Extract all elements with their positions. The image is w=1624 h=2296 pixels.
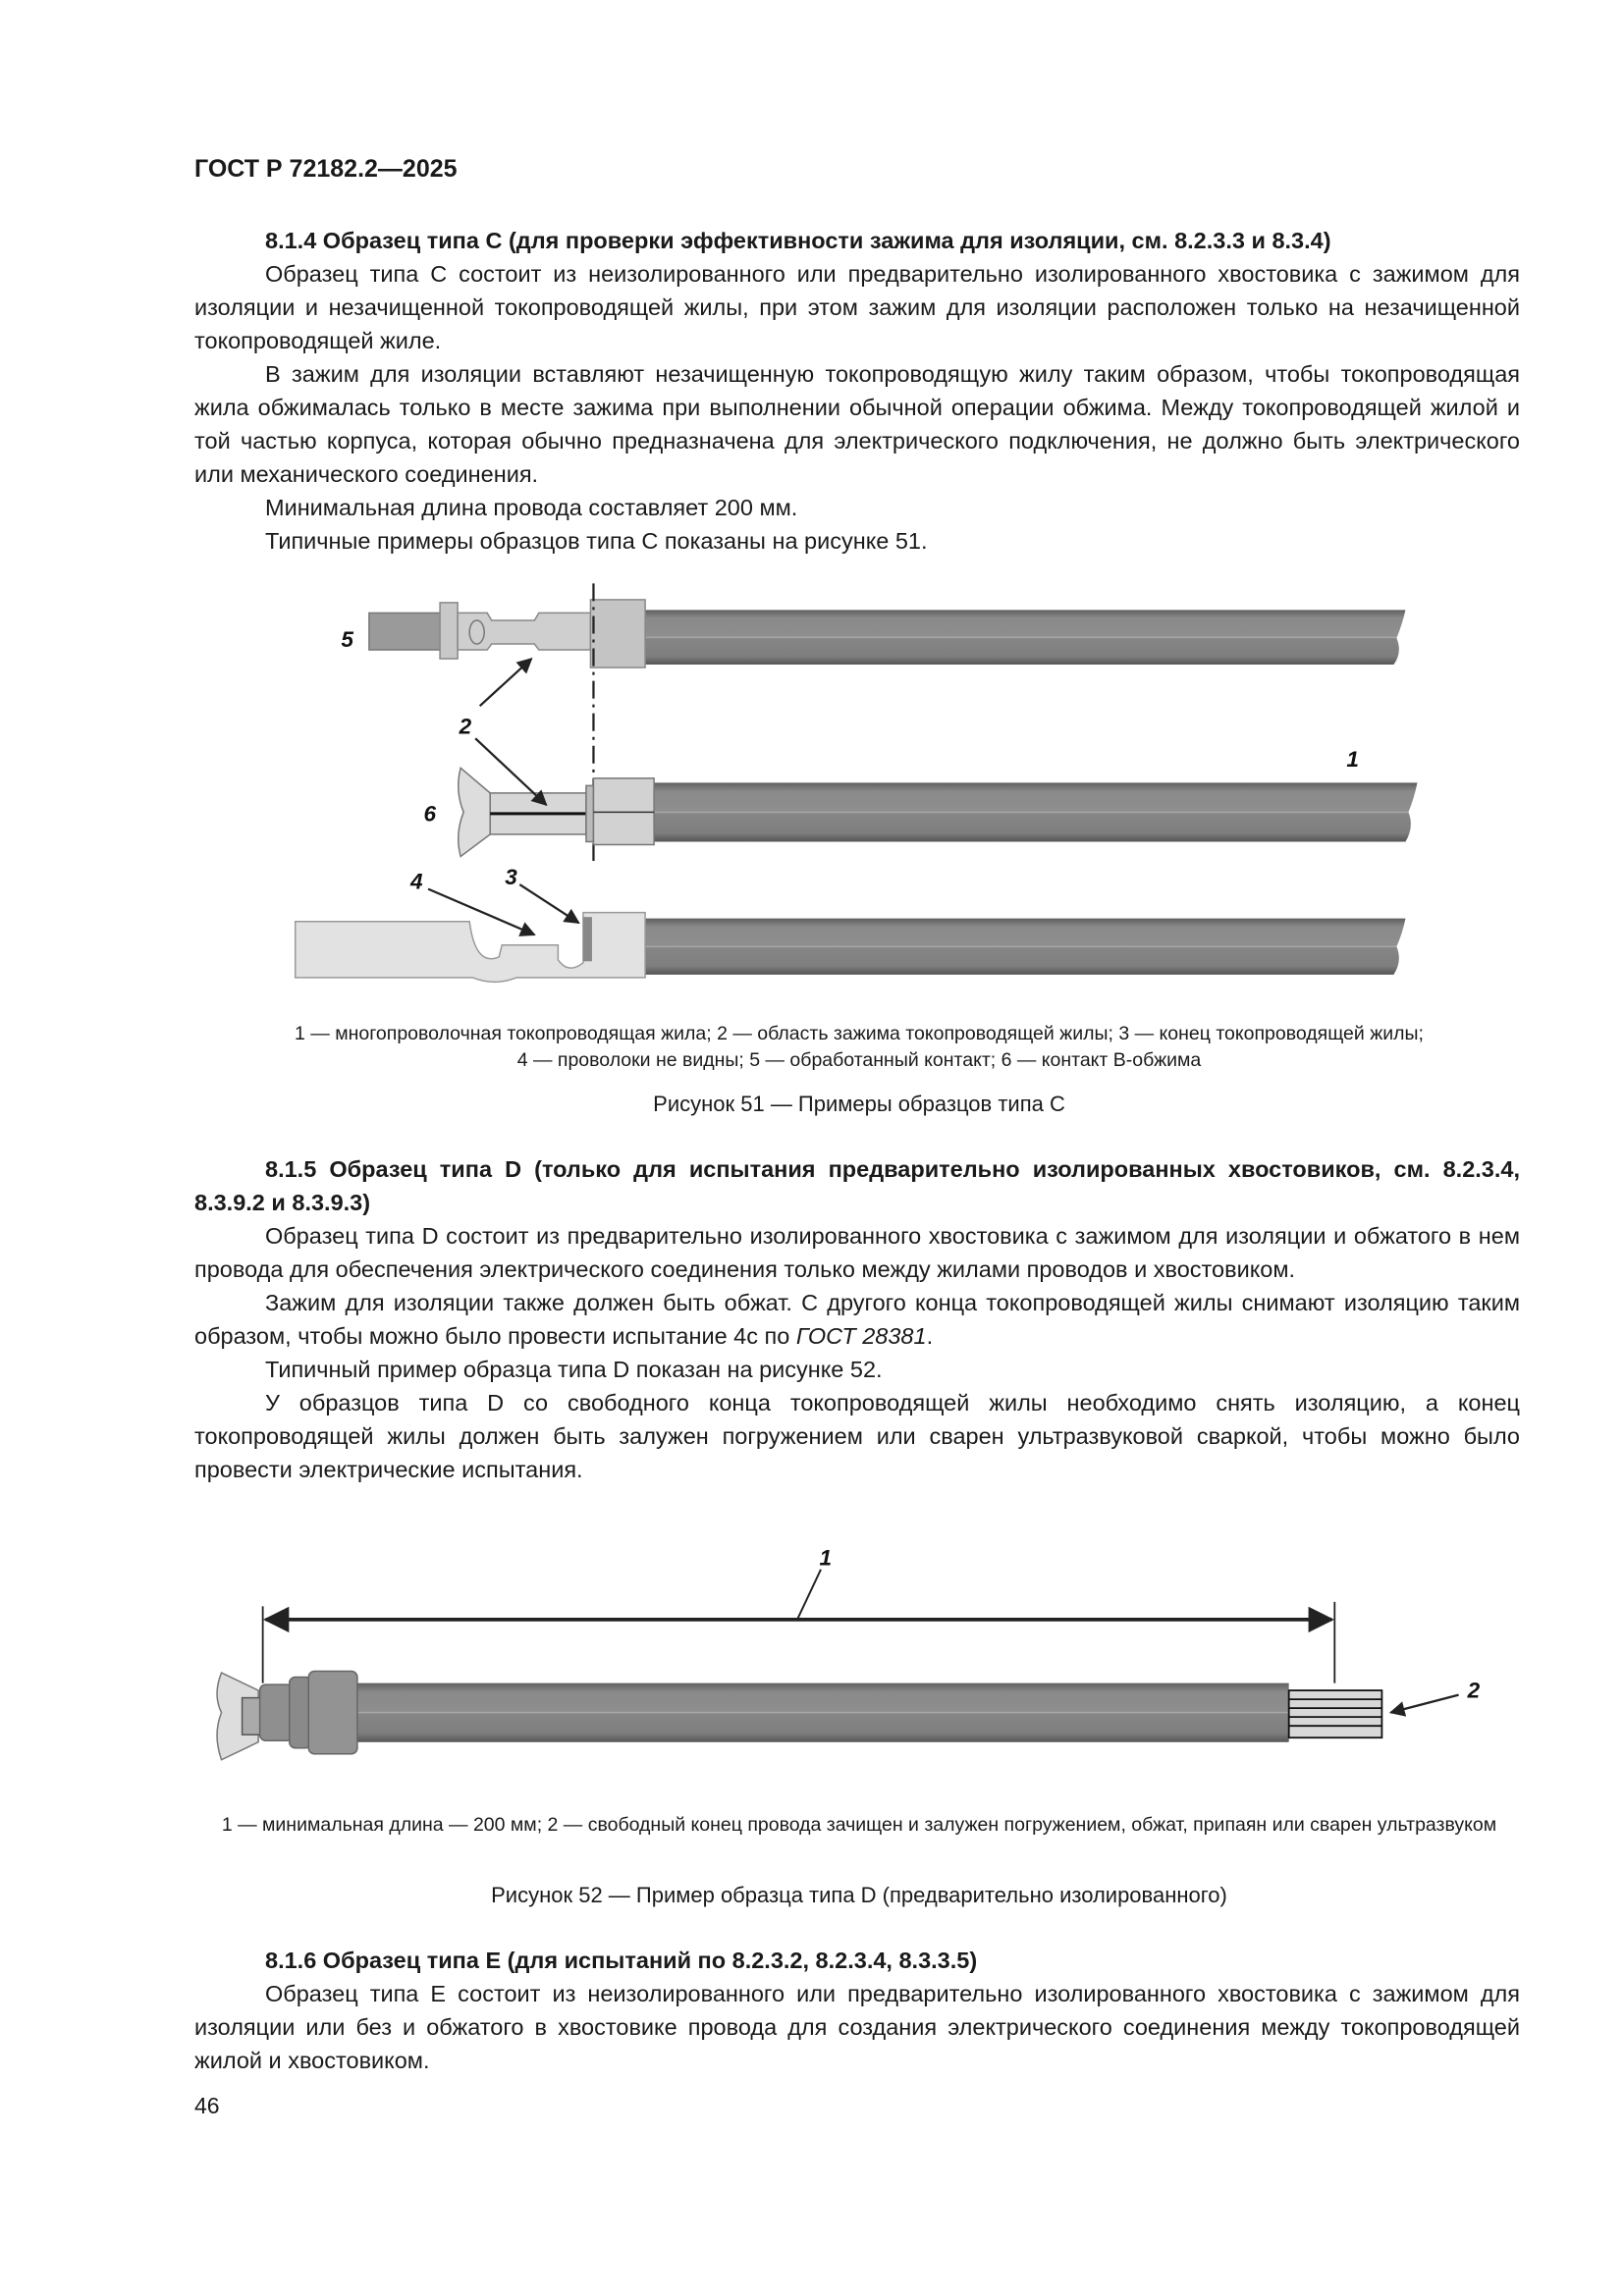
paragraph: В зажим для изоляции вставляют незачищенную токопроводящую жилу таким образом, чтобы токопроводящая жила обжималась только в месте зажима при выполнении обычной операции обжима. Между токопроводящей жилой и той частью корпуса, которая обычно предназначена для электрического подключения, не должно быть электрического или механического соединения. <box>194 361 1520 487</box>
section-8-1-5 <box>194 1152 1520 1486</box>
wire-d <box>354 1683 1289 1742</box>
paragraph: Образец типа Е состоит из неизолированного или предварительно изолированного хвостовика с зажимом для изоляции или без и обжатого в хвостовике провода для создания электрического соединения между токопроводящей жилой и хвостовиком. <box>194 1981 1520 2073</box>
stripped-strands <box>1289 1690 1382 1737</box>
figure-51 <box>296 583 1418 982</box>
open-crimp-shape <box>296 913 645 983</box>
figure-label-1: 1 <box>1346 746 1359 772</box>
figure-label-2: 2 <box>459 714 472 739</box>
section-heading: 8.1.4 Образец типа С (для проверки эффективности зажима для изоляции, см. 8.2.3.3 и 8.3.4) <box>265 228 1331 253</box>
figure-51-legend <box>187 1021 1532 1074</box>
standard-reference: ГОСТ 28381 <box>795 1323 927 1349</box>
figure-label-4: 4 <box>410 869 423 894</box>
figure-label-1: 1 <box>819 1545 833 1571</box>
insulation-ferrule <box>590 600 645 667</box>
b-crimp-flare <box>459 768 490 856</box>
contact-tip-5 <box>369 613 443 650</box>
figure-52 <box>217 1545 1481 1759</box>
figure-label-5: 5 <box>341 627 353 653</box>
section-8-1-6 <box>194 1944 1520 2077</box>
paragraph: Типичный пример образца типа D показан на рисунке 52. <box>265 1357 883 1382</box>
legend-line: 4 — проволоки не видны; 5 — обработанный контакт; 6 — контакт В-обжима <box>516 1049 1202 1071</box>
figure-label-3: 3 <box>505 865 517 890</box>
figure-52-caption: Рисунок 52 — Пример образца типа D (предварительно изолированного) <box>491 1883 1227 1907</box>
section-heading: 8.1.5 Образец типа D (только для испытания предварительно изолированных хвостовиков, см. 8.2.3.4, 8.3.9.2 и 8.3.9.3) <box>194 1156 1520 1215</box>
paragraph: Минимальная длина провода составляет 200 мм. <box>265 495 798 520</box>
text: . <box>926 1323 934 1349</box>
figure-51-caption: Рисунок 51 — Примеры образцов типа С <box>653 1092 1065 1116</box>
paragraph: Типичные примеры образцов типа С показаны на рисунке 51. <box>265 528 928 554</box>
figure-label-2: 2 <box>1467 1678 1481 1703</box>
paragraph: У образцов типа D со свободного конца токопроводящей жилы необходимо снять изоляцию, а конец токопроводящей жилы должен быть залужен погружением или сварен ультразвуковой сваркой, чтобы можно было провести электрические испытания. <box>194 1390 1520 1482</box>
document-id: ГОСТ Р 72182.2—2025 <box>194 155 458 183</box>
paragraph: Образец типа С состоит из неизолированного или предварительно изолированного хвостовика с зажимом для изоляции и незачищенной токопроводящей жилы, при этом зажим для изоляции расположен только на незачищенной токопроводящей жиле. <box>194 261 1520 353</box>
section-heading: 8.1.6 Образец типа Е (для испытаний по 8.2.3.2, 8.2.3.4, 8.3.3.5) <box>265 1948 978 1973</box>
page-number: 46 <box>194 2093 220 2118</box>
text: Зажим для изоляции также должен быть обжат. С другого конца токопроводящей жилы снимают изоляцию таким образом, чтобы можно было провести испытание 4с по <box>194 1290 1520 1349</box>
legend-line: 1 — многопроволочная токопроводящая жила; 2 — область зажима токопроводящей жилы; 3 — конец токопроводящей жилы; <box>295 1023 1424 1044</box>
wire-row2 <box>654 782 1417 841</box>
wire-row1 <box>645 610 1405 665</box>
paragraph: Образец типа D состоит из предварительно изолированного хвостовика с зажимом для изоляции и обжатого в нем провода для обеспечения электрического соединения только между жилами проводов и хвостовиком. <box>194 1223 1520 1282</box>
wire-row3 <box>645 919 1405 975</box>
figure-label-6: 6 <box>423 801 437 827</box>
paragraph <box>194 1286 1520 1353</box>
figure-52-legend: 1 — минимальная длина — 200 мм; 2 — свободный конец провода зачищен и залужен погружением, обжат, припаян или сварен ультразвуком <box>221 1814 1497 1836</box>
